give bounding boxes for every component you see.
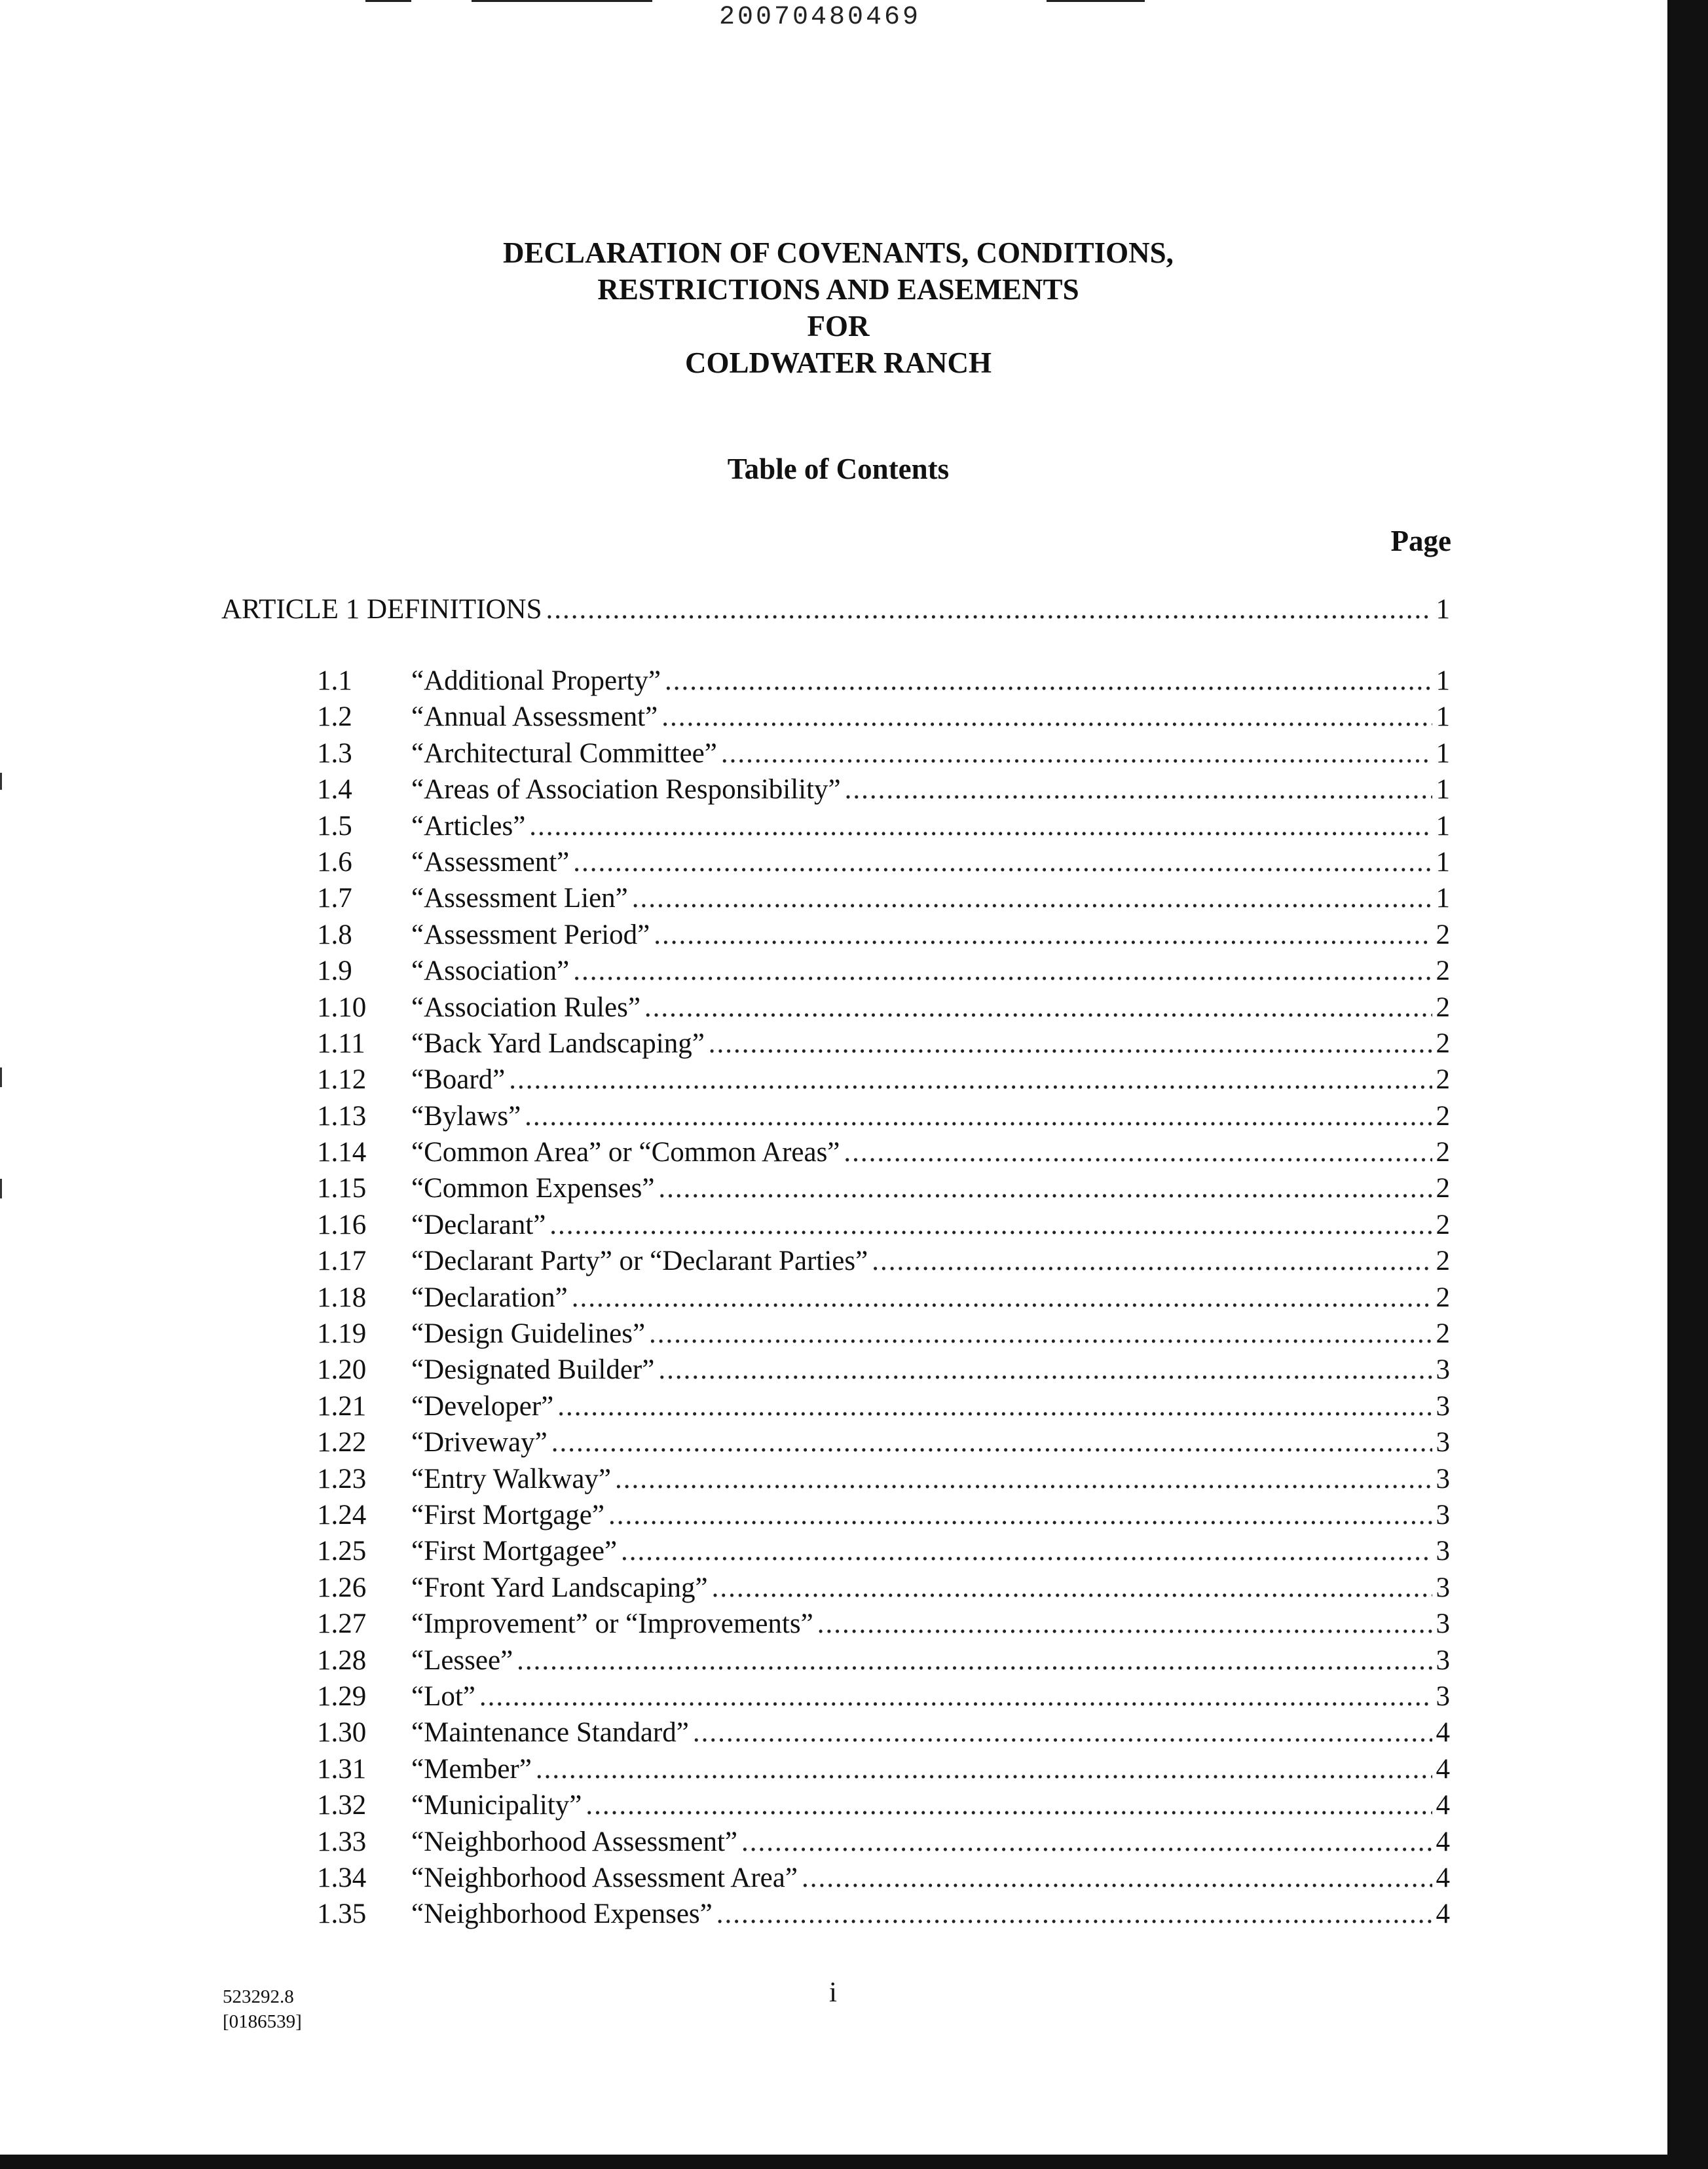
document-matter-number: [0186539]	[223, 2011, 302, 2032]
section-number: 1.16	[317, 1209, 367, 1240]
page-number: 2	[1436, 1282, 1450, 1313]
section-number: 1.26	[317, 1572, 367, 1603]
article-page-number: 1	[1436, 594, 1450, 625]
section-number: 1.12	[317, 1064, 367, 1096]
page-number: 3	[1436, 1536, 1450, 1567]
dot-leader	[721, 735, 1432, 771]
toc-entry[interactable]	[317, 1497, 1450, 1533]
toc-entry[interactable]	[317, 1461, 1450, 1497]
page-number: 3	[1436, 1644, 1450, 1676]
section-number: 1.3	[317, 737, 352, 769]
title-line: DECLARATION OF COVENANTS, CONDITIONS,	[503, 236, 1174, 269]
dot-leader	[632, 880, 1432, 916]
section-number: 1.24	[317, 1499, 367, 1530]
dot-leader	[621, 1533, 1432, 1569]
dot-leader	[844, 1134, 1432, 1170]
page-number: 2	[1436, 1100, 1450, 1132]
page-number: 3	[1436, 1390, 1450, 1422]
page-number: 2	[1436, 1246, 1450, 1277]
defined-term: “Member”	[411, 1753, 532, 1785]
dot-leader	[716, 1896, 1432, 1932]
defined-term: “Neighborhood Assessment Area”	[411, 1862, 798, 1893]
defined-term: “Architectural Committee”	[411, 737, 717, 769]
page-number: 2	[1436, 1064, 1450, 1096]
dot-leader	[649, 1316, 1432, 1352]
section-number: 1.11	[317, 1028, 365, 1059]
toc-entry[interactable]	[317, 1316, 1450, 1352]
toc-entry[interactable]	[317, 1642, 1450, 1678]
toc-entry[interactable]	[317, 1896, 1450, 1932]
dot-leader	[661, 699, 1432, 735]
page-number: 4	[1436, 1790, 1450, 1821]
section-number: 1.20	[317, 1354, 367, 1386]
toc-article-row[interactable]	[221, 593, 1450, 625]
section-number: 1.34	[317, 1862, 367, 1893]
page-column-heading: Page	[1390, 525, 1451, 557]
toc-entry[interactable]	[317, 1678, 1450, 1715]
page-number: 1	[1436, 846, 1450, 878]
section-number: 1.19	[317, 1318, 367, 1350]
section-number: 1.33	[317, 1826, 367, 1857]
dot-leader	[573, 844, 1432, 880]
section-number: 1.25	[317, 1536, 367, 1567]
scan-edge-mark	[0, 773, 2, 790]
page-number: 3	[1436, 1680, 1450, 1712]
top-scan-mark	[472, 0, 652, 2]
page-number: 2	[1436, 919, 1450, 950]
toc-entry[interactable]	[317, 1352, 1450, 1388]
document-code	[223, 1984, 302, 2034]
toc-entry[interactable]	[317, 735, 1450, 771]
dot-leader	[557, 1388, 1432, 1424]
page-number: 4	[1436, 1717, 1450, 1749]
toc-entry[interactable]	[317, 880, 1450, 916]
page-number: 1	[1436, 883, 1450, 914]
defined-term: “First Mortgage”	[411, 1499, 604, 1530]
dot-leader	[817, 1606, 1432, 1642]
page-number: 1	[1436, 810, 1450, 842]
toc-entry[interactable]	[317, 1207, 1450, 1243]
toc-entry[interactable]	[317, 1570, 1450, 1606]
toc-entry-list	[317, 663, 1450, 1933]
page-number: 1	[1436, 701, 1450, 733]
page-number: 3	[1436, 1499, 1450, 1530]
dot-leader	[572, 1280, 1432, 1316]
section-number: 1.22	[317, 1427, 367, 1458]
toc-entry[interactable]	[317, 771, 1450, 807]
defined-term: “Designated Builder”	[411, 1354, 655, 1386]
page-number: 3	[1436, 1608, 1450, 1640]
section-number: 1.10	[317, 992, 367, 1023]
defined-term: “Developer”	[411, 1390, 554, 1422]
toc-entry[interactable]	[317, 1170, 1450, 1206]
footer-page-number: i	[829, 1977, 837, 2008]
page-number: 4	[1436, 1826, 1450, 1857]
dot-leader	[517, 1642, 1432, 1678]
defined-term: “Front Yard Landscaping”	[411, 1572, 708, 1603]
page-number: 3	[1436, 1463, 1450, 1494]
defined-term: “Assessment”	[411, 846, 570, 878]
document-version: 523292.8	[223, 1986, 294, 2007]
dot-leader	[654, 917, 1432, 953]
scan-edge-bottom	[0, 2155, 1708, 2169]
section-number: 1.1	[317, 665, 352, 696]
top-scan-mark	[365, 0, 411, 2]
defined-term: “Lot”	[411, 1680, 475, 1712]
page-number: 2	[1436, 955, 1450, 987]
section-number: 1.17	[317, 1246, 367, 1277]
dot-leader	[525, 1098, 1432, 1134]
toc-entry[interactable]	[317, 1860, 1450, 1896]
page-number: 3	[1436, 1572, 1450, 1603]
defined-term: “Board”	[411, 1064, 506, 1096]
defined-term: “Improvement” or “Improvements”	[411, 1608, 813, 1640]
section-number: 1.31	[317, 1753, 367, 1785]
top-scan-mark	[1047, 0, 1145, 2]
dot-leader	[658, 1352, 1432, 1388]
dot-leader	[712, 1570, 1432, 1606]
toc-entry[interactable]	[317, 1243, 1450, 1279]
scan-edge-mark	[0, 1067, 2, 1087]
defined-term: “Neighborhood Expenses”	[411, 1899, 713, 1930]
toc-entry[interactable]	[317, 699, 1450, 735]
toc-entry[interactable]	[317, 1026, 1450, 1062]
toc-entry[interactable]	[317, 1280, 1450, 1316]
defined-term: “Declarant”	[411, 1209, 546, 1240]
dot-leader	[479, 1678, 1432, 1715]
section-number: 1.28	[317, 1644, 367, 1676]
toc-entry[interactable]	[317, 1715, 1450, 1751]
dot-leader	[573, 953, 1432, 989]
defined-term: “Association Rules”	[411, 992, 640, 1023]
dot-leader	[585, 1787, 1432, 1823]
page-number: 2	[1436, 992, 1450, 1023]
section-number: 1.23	[317, 1463, 367, 1494]
page-number: 2	[1436, 1028, 1450, 1059]
dot-leader	[529, 808, 1432, 844]
defined-term: “Neighborhood Assessment”	[411, 1826, 738, 1857]
title-line: FOR	[807, 310, 870, 343]
toc-entry[interactable]	[317, 663, 1450, 699]
section-number: 1.14	[317, 1137, 367, 1168]
page-number: 4	[1436, 1899, 1450, 1930]
section-number: 1.7	[317, 883, 352, 914]
section-number: 1.18	[317, 1282, 367, 1313]
section-number: 1.5	[317, 810, 352, 842]
page-number: 4	[1436, 1753, 1450, 1785]
title-line: RESTRICTIONS AND EASEMENTS	[597, 273, 1079, 306]
dot-leader	[551, 1424, 1432, 1460]
dot-leader	[872, 1243, 1432, 1279]
scan-edge-right	[1667, 0, 1708, 2169]
toc-entry[interactable]	[317, 1606, 1450, 1642]
defined-term: “Bylaws”	[411, 1100, 521, 1132]
defined-term: “Articles”	[411, 810, 526, 842]
toc-entry[interactable]	[317, 1098, 1450, 1134]
dot-leader	[615, 1461, 1432, 1497]
page-number: 1	[1436, 737, 1450, 769]
dot-leader	[709, 1026, 1432, 1062]
page-number: 1	[1436, 665, 1450, 696]
section-number: 1.29	[317, 1680, 367, 1712]
toc-entry[interactable]	[317, 844, 1450, 880]
dot-leader	[546, 593, 1432, 625]
dot-leader	[549, 1207, 1432, 1243]
page-number: 2	[1436, 1318, 1450, 1350]
defined-term: “Design Guidelines”	[411, 1318, 646, 1350]
toc-entry[interactable]	[317, 1533, 1450, 1569]
defined-term: “Common Area” or “Common Areas”	[411, 1137, 840, 1168]
article-title: ARTICLE 1 DEFINITIONS	[221, 594, 542, 625]
defined-term: “Assessment Lien”	[411, 883, 628, 914]
toc-entry[interactable]	[317, 1134, 1450, 1170]
defined-term: “Driveway”	[411, 1427, 548, 1458]
dot-leader	[802, 1860, 1432, 1896]
toc-entry[interactable]	[317, 953, 1450, 989]
section-number: 1.2	[317, 701, 352, 733]
page-number: 2	[1436, 1137, 1450, 1168]
dot-leader	[741, 1824, 1432, 1860]
dot-leader	[658, 1170, 1432, 1206]
title-line: COLDWATER RANCH	[685, 346, 992, 379]
defined-term: “First Mortgagee”	[411, 1536, 618, 1567]
toc-entry[interactable]	[317, 990, 1450, 1026]
defined-term: “Common Expenses”	[411, 1173, 655, 1204]
defined-term: “Maintenance Standard”	[411, 1717, 689, 1749]
defined-term: “Additional Property”	[411, 665, 661, 696]
defined-term: “Declarant Party” or “Declarant Parties”	[411, 1246, 868, 1277]
toc-entry[interactable]	[317, 1424, 1450, 1460]
defined-term: “Entry Walkway”	[411, 1463, 611, 1494]
toc-entry[interactable]	[317, 1751, 1450, 1787]
dot-leader	[608, 1497, 1432, 1533]
section-number: 1.30	[317, 1717, 367, 1749]
toc-entry[interactable]	[317, 1824, 1450, 1860]
dot-leader	[845, 771, 1432, 807]
dot-leader	[644, 990, 1432, 1026]
toc-heading: Table of Contents	[727, 453, 950, 485]
page-number: 2	[1436, 1209, 1450, 1240]
section-number: 1.27	[317, 1608, 367, 1640]
defined-term: “Lessee”	[411, 1644, 513, 1676]
section-number: 1.13	[317, 1100, 367, 1132]
section-number: 1.4	[317, 774, 352, 806]
page-number: 4	[1436, 1862, 1450, 1893]
defined-term: “Areas of Association Responsibility”	[411, 774, 841, 806]
section-number: 1.35	[317, 1899, 367, 1930]
defined-term: “Association”	[411, 955, 570, 987]
defined-term: “Municipality”	[411, 1790, 582, 1821]
section-number: 1.21	[317, 1390, 367, 1422]
dot-leader	[536, 1751, 1432, 1787]
toc-entry[interactable]	[317, 1388, 1450, 1424]
toc-entry[interactable]	[317, 808, 1450, 844]
defined-term: “Declaration”	[411, 1282, 568, 1313]
section-number: 1.32	[317, 1790, 367, 1821]
section-number: 1.9	[317, 955, 352, 987]
dot-leader	[509, 1062, 1432, 1098]
document-title	[354, 234, 1323, 381]
defined-term: “Annual Assessment”	[411, 701, 658, 733]
defined-term: “Assessment Period”	[411, 919, 650, 950]
section-number: 1.6	[317, 846, 352, 878]
dot-leader	[693, 1715, 1432, 1751]
section-number: 1.15	[317, 1173, 367, 1204]
page-number: 2	[1436, 1173, 1450, 1204]
dot-leader	[665, 663, 1432, 699]
section-number: 1.8	[317, 919, 352, 950]
page-number: 1	[1436, 774, 1450, 806]
toc-entry[interactable]	[317, 917, 1450, 953]
toc-entry[interactable]	[317, 1062, 1450, 1098]
page-number: 3	[1436, 1354, 1450, 1386]
defined-term: “Back Yard Landscaping”	[411, 1028, 705, 1059]
toc-entry[interactable]	[317, 1787, 1450, 1823]
page-number: 3	[1436, 1427, 1450, 1458]
recording-number: 20070480469	[719, 3, 921, 32]
scan-edge-mark	[0, 1179, 2, 1198]
